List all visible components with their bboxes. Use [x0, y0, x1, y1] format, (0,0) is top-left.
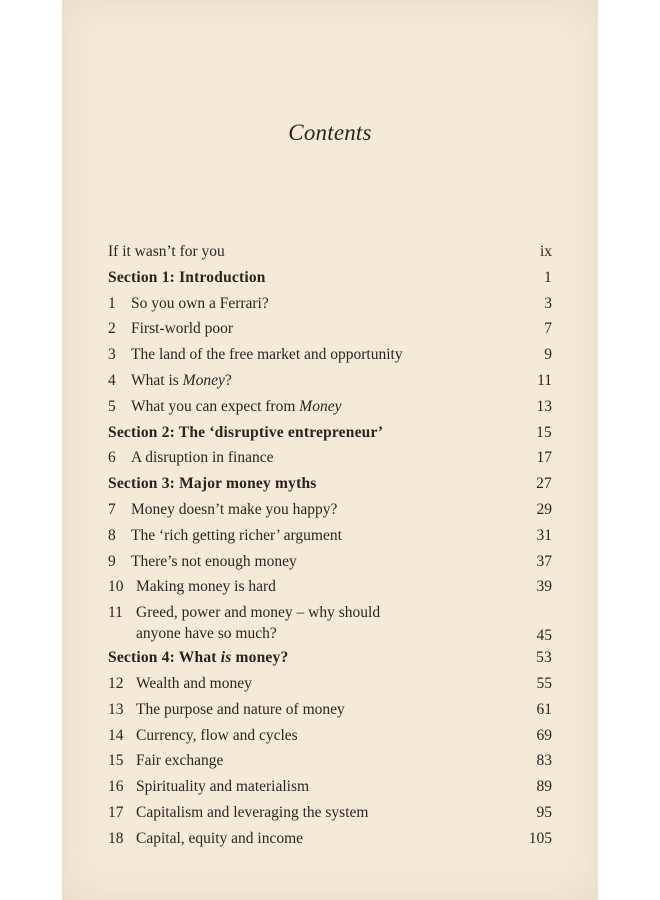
entry-title-emphasis: Money	[182, 371, 225, 389]
toc-section-row	[108, 471, 552, 497]
page-number: 31	[536, 526, 552, 544]
entry-title: Fair exchange	[136, 752, 224, 770]
toc-section-row	[108, 265, 552, 291]
chapter-number: 5	[108, 397, 116, 415]
page-number: 69	[536, 726, 552, 744]
entry-title-line: Greed, power and money – why should	[136, 604, 381, 622]
entry-title-part: What you can expect from	[131, 397, 300, 415]
entry-title: First-world poor	[131, 320, 234, 338]
toc-entry-row	[108, 291, 552, 317]
page-number: 7	[544, 320, 552, 338]
chapter-number: 8	[108, 526, 116, 544]
entry-title-emphasis: Money	[299, 397, 342, 415]
entry-title-part: ?	[224, 371, 232, 389]
entry-title: The ‘rich getting richer’ argument	[131, 526, 342, 544]
chapter-number: 2	[108, 320, 116, 338]
entry-title-emphasis: is	[220, 649, 232, 667]
toc-entry-row	[108, 497, 552, 523]
page-number: 45	[536, 626, 552, 644]
entry-title-line: anyone have so much?	[136, 624, 277, 642]
chapter-number: 4	[108, 371, 116, 389]
page-number: 89	[536, 778, 552, 796]
toc-entry-row	[108, 723, 552, 749]
contents-title: Contents	[288, 120, 372, 145]
entry-title	[131, 368, 552, 394]
toc-entry-row	[108, 316, 552, 342]
entry-title: Section 1: Introduction	[108, 268, 266, 286]
chapter-number: 11	[108, 604, 123, 622]
chapter-number: 18	[108, 829, 124, 847]
entry-title	[136, 601, 552, 644]
toc-section-row	[108, 645, 552, 671]
page-number: 9	[544, 346, 552, 364]
entry-title: So you own a Ferrari?	[131, 294, 269, 312]
chapter-number: 17	[108, 803, 124, 821]
chapter-number: 6	[108, 449, 116, 467]
page-number: ix	[539, 243, 552, 260]
entry-title: Section 2: The ‘disruptive entrepreneur’	[108, 423, 384, 441]
toc-entry-row	[108, 800, 552, 826]
page-number: 13	[536, 397, 552, 415]
entry-title: The purpose and nature of money	[136, 700, 345, 718]
chapter-number: 13	[108, 700, 124, 718]
entry-title: Capital, equity and income	[136, 829, 304, 847]
toc-entry-row	[108, 697, 552, 723]
entry-title-part: What is	[131, 371, 183, 389]
page-number: 61	[536, 700, 552, 718]
page-number: 53	[536, 649, 552, 667]
entry-title: The land of the free market and opportunity	[131, 346, 403, 364]
page-number: 95	[536, 803, 552, 821]
chapter-number: 9	[108, 552, 116, 570]
page-number: 29	[536, 500, 552, 518]
entry-title: If it wasn’t for you	[108, 243, 225, 260]
entry-title: Section 3: Major money myths	[108, 475, 317, 493]
entry-title: Currency, flow and cycles	[136, 726, 298, 744]
entry-title: Making money is hard	[136, 578, 276, 596]
toc-entry-row	[108, 549, 552, 575]
toc-entry-row	[108, 671, 552, 697]
page-number: 3	[544, 294, 552, 312]
table-of-contents	[108, 239, 552, 852]
toc-entry-row	[108, 748, 552, 774]
entry-title	[108, 645, 552, 671]
chapter-number: 10	[108, 578, 124, 596]
chapter-number: 1	[108, 294, 116, 312]
page-number: 11	[537, 371, 552, 389]
chapter-number: 14	[108, 726, 124, 744]
page-number: 27	[536, 475, 552, 493]
page-number: 55	[536, 674, 552, 692]
page-number: 39	[536, 578, 552, 596]
entry-title: Money doesn’t make you happy?	[131, 500, 338, 518]
chapter-number: 3	[108, 346, 116, 364]
toc-entry-row	[108, 239, 552, 265]
toc-entry-row	[108, 368, 552, 394]
page-number: 15	[536, 423, 552, 441]
page-number: 17	[536, 449, 552, 467]
entry-title: There’s not enough money	[131, 552, 297, 570]
chapter-number: 12	[108, 674, 124, 692]
toc-entry-row	[108, 394, 552, 420]
entry-title: Wealth and money	[136, 674, 252, 692]
book-page	[62, 0, 598, 900]
entry-title: Capitalism and leveraging the system	[136, 803, 369, 821]
toc-entry-row	[108, 342, 552, 368]
toc-entry-row	[108, 826, 552, 852]
page-number: 1	[544, 268, 552, 286]
toc-section-row	[108, 420, 552, 446]
page-number: 105	[528, 829, 552, 847]
page-number: 37	[536, 552, 552, 570]
page-number: 83	[536, 752, 552, 770]
chapter-number: 15	[108, 752, 124, 770]
chapter-number: 16	[108, 778, 124, 796]
toc-entry-row	[108, 574, 552, 600]
entry-title-part: money?	[231, 649, 289, 667]
entry-title: A disruption in finance	[131, 449, 274, 467]
toc-entry-row	[108, 445, 552, 471]
entry-title	[131, 394, 552, 420]
toc-entry-row	[108, 600, 552, 645]
toc-entry-row	[108, 774, 552, 800]
entry-title: Spirituality and materialism	[136, 778, 310, 796]
entry-title-part: Section 4: What	[108, 649, 221, 667]
toc-entry-row	[108, 523, 552, 549]
chapter-number: 7	[108, 500, 116, 518]
